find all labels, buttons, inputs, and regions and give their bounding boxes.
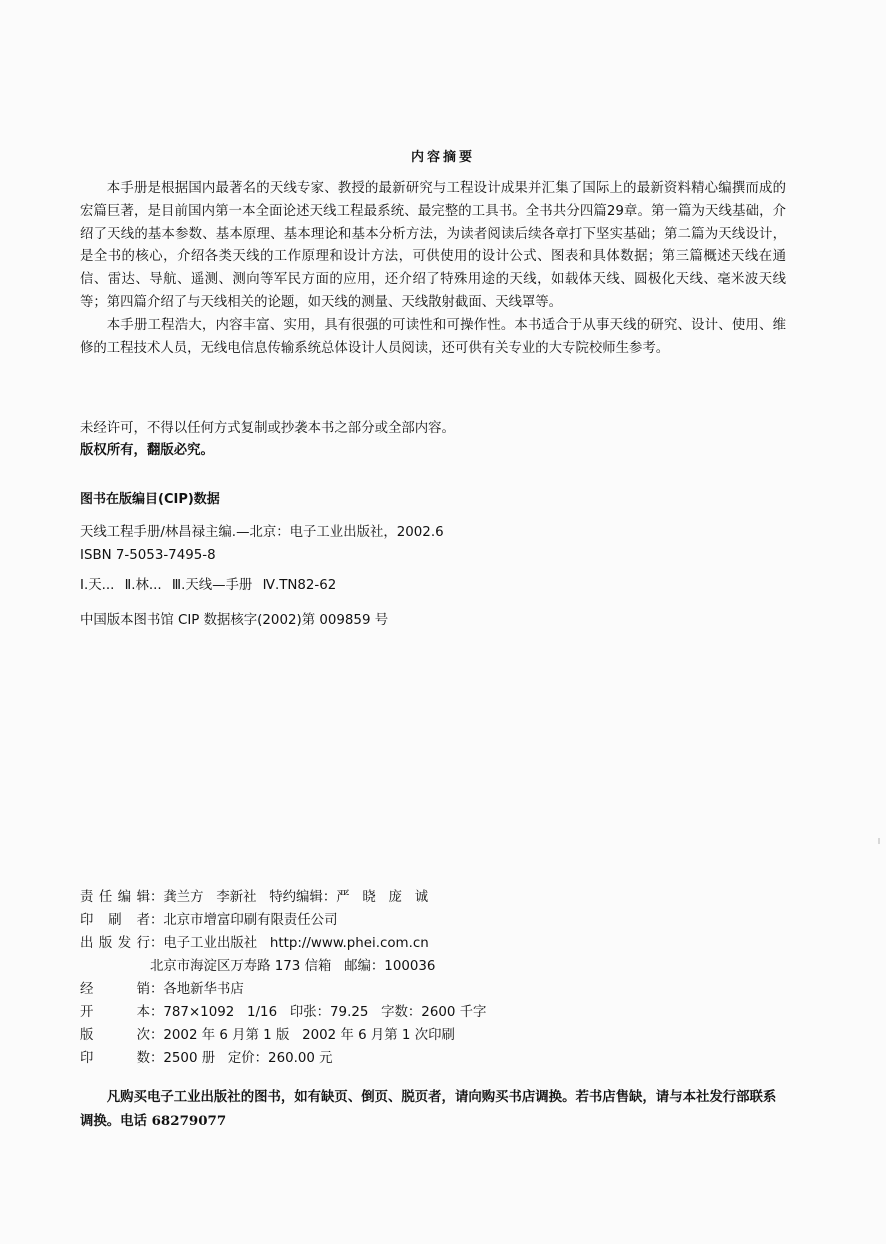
edition-label: 版次 <box>80 1028 150 1043</box>
colophon <box>80 886 486 1070</box>
publisher-address: 北京市海淀区万寿路 173 信箱 邮编：100036 <box>150 959 436 974</box>
rights-reserved-text: 版权所有，翻版必究。 <box>80 443 214 458</box>
edition-value: 2002 年 6 月第 1 版 2002 年 6 月第 1 次印刷 <box>163 1028 455 1043</box>
cip-isbn: ISBN 7-5053-7495-8 <box>80 548 216 563</box>
replacement-notice: 凡购买电子工业出版社的图书，如有缺页、倒页、脱页者，请向购买书店调换。若书店售缺，请与本社发行部联系调换。电话 68279077 <box>80 1089 777 1129</box>
publisher-label: 出版发行 <box>80 936 150 951</box>
format-value: 787×1092 1/16 印张：79.25 字数：2600 千字 <box>163 1005 487 1020</box>
editor-label: 责任编辑 <box>80 890 150 905</box>
colophon-row-edition: 版次 ： 2002 年 6 月第 1 版 2002 年 6 月第 1 次印刷 <box>80 1024 486 1047</box>
publisher-value: 电子工业出版社 http://www.phei.com.cn <box>163 936 429 951</box>
cip-book-line: 天线工程手册/林昌禄主编.—北京：电子工业出版社，2002.6 <box>80 525 444 540</box>
abstract-paragraph-2: 本手册工程浩大，内容丰富、实用，具有很强的可读性和可操作性。本书适合于从事天线的研究、设计、使用、维修的工程技术人员，无线电信息传输系统总体设计人员阅读，还可供有关专业的大专院校师生参考。 <box>80 317 786 356</box>
printer-label: 印刷者 <box>80 913 150 928</box>
print-run-value: 2500 册 定价：260.00 元 <box>163 1051 333 1066</box>
cip-heading: 图书在版编目(CIP)数据 <box>80 492 220 507</box>
distributor-value: 各地新华书店 <box>163 982 244 997</box>
abstract-paragraph-1: 本手册是根据国内最著名的天线专家、教授的最新研究与工程设计成果并汇集了国际上的最新资料精心编撰而成的宏篇巨著，是目前国内第一本全面论述天线工程最系统、最完整的工具书。全书共分四篇29章。第一篇为天线基础，介绍了天线的基本参数、基本原理、基本理论和基本分析方法，为读者阅读后续各章打下坚实基础；第二篇为天线设计，是全书的核心，介绍各类天线的工作原理和设计方法，可供使用的设计公式、图表和具体数据；第三篇概述天线在通信、雷达、导航、遥测、测向等军民方面的应用，还介绍了特殊用途的天线，如载体天线、圆极化天线、毫米波天线等；第四篇介绍了与天线相关的论题，如天线的测量、天线散射截面、天线罩等。 <box>80 181 786 310</box>
colophon-row-print-run: 印数 ： 2500 册 定价：260.00 元 <box>80 1047 486 1070</box>
format-label: 开本 <box>80 1005 150 1020</box>
printer-value: 北京市增富印刷有限责任公司 <box>163 913 338 928</box>
colophon-row-editor: 责任编辑 ： 龚兰方 李新社 特约编辑：严 晓 庞 诚 <box>80 886 486 909</box>
cip-approval-number: 中国版本图书馆 CIP 数据核字(2002)第 009859 号 <box>80 613 389 628</box>
print-run-label: 印数 <box>80 1051 150 1066</box>
page-title: 内容摘要 <box>410 150 475 165</box>
scan-artifact <box>878 838 880 844</box>
copy-restriction-text: 未经许可，不得以任何方式复制或抄袭本书之部分或全部内容。 <box>80 421 455 436</box>
colophon-row-format: 开本 ： 787×1092 1/16 印张：79.25 字数：2600 千字 <box>80 1001 486 1024</box>
editor-value: 龚兰方 李新社 特约编辑：严 晓 庞 诚 <box>163 890 429 905</box>
colophon-row-publisher: 出版发行 ： 电子工业出版社 http://www.phei.com.cn <box>80 932 486 955</box>
copyright-notice <box>80 418 455 462</box>
cip-record <box>80 521 444 567</box>
distributor-label: 经销 <box>80 982 150 997</box>
colophon-row-distributor: 经销 ： 各地新华书店 <box>80 978 486 1001</box>
colophon-row-printer: 印刷者 ： 北京市增富印刷有限责任公司 <box>80 909 486 932</box>
abstract-body <box>80 178 786 360</box>
cip-classification: Ⅰ.天... Ⅱ.林... Ⅲ.天线—手册 Ⅳ.TN82-62 <box>80 578 337 593</box>
colophon-row-address <box>80 955 486 978</box>
